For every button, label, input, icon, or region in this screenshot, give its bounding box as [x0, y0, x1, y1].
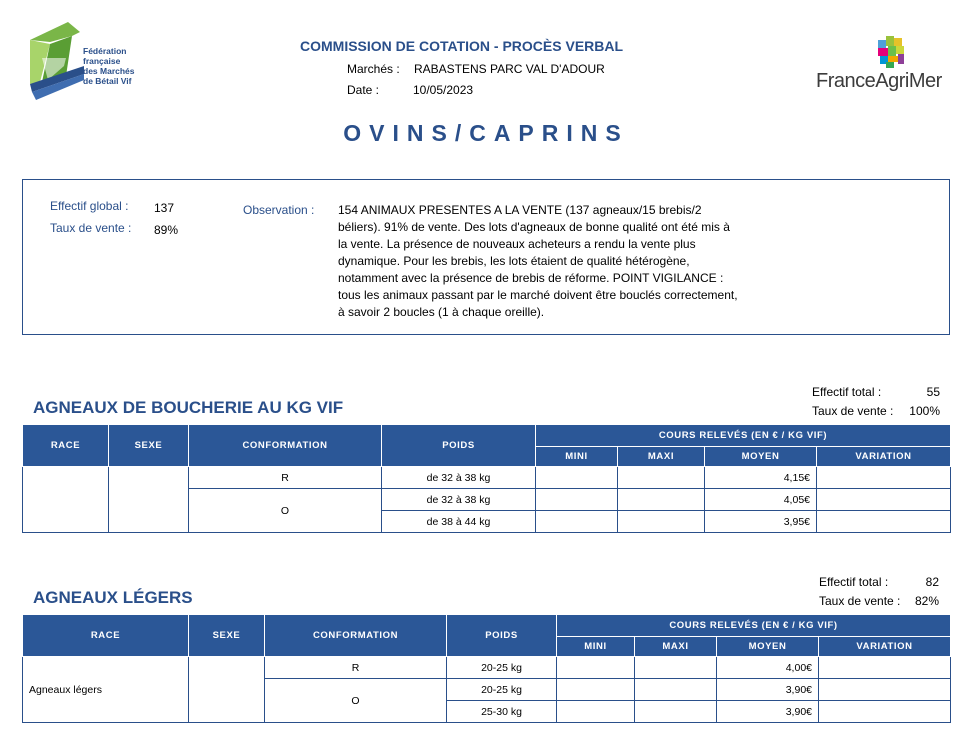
cell-variation — [817, 511, 951, 533]
section2-effectif-value: 82 — [925, 575, 939, 589]
section-title-agneaux-legers: AGNEAUX LÉGERS — [33, 588, 193, 607]
section2-taux-label: Taux de vente : — [819, 594, 901, 608]
section1-effectif-label: Effectif total : — [812, 385, 882, 399]
cell-maxi — [635, 701, 717, 723]
cell-sexe — [109, 467, 189, 533]
section2-taux-value: 82% — [914, 594, 939, 608]
taux-vente-label: Taux de vente : — [50, 221, 132, 235]
ffmb-logo — [28, 22, 158, 112]
taux-vente-value: 89% — [154, 223, 179, 237]
cell-moyen: 3,90€ — [717, 701, 819, 723]
date-row — [347, 83, 474, 97]
col-race: RACE — [23, 425, 109, 467]
col-race: RACE — [23, 615, 189, 657]
cell-poids: de 38 à 44 kg — [382, 511, 536, 533]
franceagrimer-emblem-icon — [876, 36, 916, 72]
col-cours-releves: COURS RELEVÉS (EN € / KG VIF) — [557, 615, 951, 637]
col-moyen: MOYEN — [717, 637, 819, 657]
col-moyen: MOYEN — [705, 447, 817, 467]
section1-effectif — [812, 385, 940, 399]
col-maxi: MAXI — [635, 637, 717, 657]
col-variation: VARIATION — [817, 447, 951, 467]
col-conformation: CONFORMATION — [265, 615, 447, 657]
col-poids: POIDS — [447, 615, 557, 657]
cell-poids: de 32 à 38 kg — [382, 467, 536, 489]
cell-moyen: 4,00€ — [717, 657, 819, 679]
cell-maxi — [635, 657, 717, 679]
col-variation: VARIATION — [819, 637, 951, 657]
date-label: Date : — [347, 83, 380, 97]
col-mini: MINI — [557, 637, 635, 657]
table-row — [23, 657, 951, 679]
section2-effectif — [819, 575, 939, 589]
section2-taux — [819, 594, 939, 608]
cell-moyen: 3,90€ — [717, 679, 819, 701]
col-maxi: MAXI — [618, 447, 705, 467]
table-agneaux-boucherie — [22, 424, 951, 533]
ffmb-logo-text: Fédération française des Marchés de Bétail Vif — [83, 46, 135, 86]
table-agneaux-legers — [22, 614, 951, 723]
franceagrimer-logo-text: FranceAgriMer — [816, 70, 942, 92]
date-value: 10/05/2023 — [413, 83, 474, 97]
col-sexe: SEXE — [109, 425, 189, 467]
franceagrimer-logo — [812, 36, 957, 96]
cell-conformation: O — [189, 489, 382, 533]
summary-box — [22, 179, 950, 335]
section1-taux-label: Taux de vente : — [812, 404, 894, 418]
cell-moyen: 4,15€ — [705, 467, 817, 489]
cell-mini — [557, 679, 635, 701]
cell-maxi — [618, 467, 705, 489]
cell-moyen: 4,05€ — [705, 489, 817, 511]
market-value: RABASTENS PARC VAL D'ADOUR — [414, 62, 605, 76]
effectif-global-label: Effectif global : — [50, 199, 129, 213]
cell-mini — [557, 701, 635, 723]
col-cours-releves: COURS RELEVÉS (EN € / KG VIF) — [536, 425, 951, 447]
cell-mini — [536, 511, 618, 533]
cell-poids: 20-25 kg — [447, 679, 557, 701]
cell-mini — [557, 657, 635, 679]
cell-conformation: R — [265, 657, 447, 679]
cell-conformation: O — [265, 679, 447, 723]
cell-poids: 20-25 kg — [447, 657, 557, 679]
col-conformation: CONFORMATION — [189, 425, 382, 467]
cell-conformation: R — [189, 467, 382, 489]
section1-taux — [812, 404, 940, 418]
cell-poids: de 32 à 38 kg — [382, 489, 536, 511]
cell-maxi — [618, 489, 705, 511]
col-poids: POIDS — [382, 425, 536, 467]
section-title-agneaux-boucherie: AGNEAUX DE BOUCHERIE AU KG VIF — [33, 398, 344, 417]
cell-variation — [817, 467, 951, 489]
table-row — [23, 467, 951, 489]
document-title: COMMISSION DE COTATION - PROCÈS VERBAL — [300, 38, 624, 54]
section2-effectif-label: Effectif total : — [819, 575, 889, 589]
cell-variation — [819, 657, 951, 679]
cell-sexe — [189, 657, 265, 723]
cell-variation — [819, 679, 951, 701]
cell-variation — [819, 701, 951, 723]
col-mini: MINI — [536, 447, 618, 467]
cell-race: Agneaux légers — [23, 657, 189, 723]
col-sexe: SEXE — [189, 615, 265, 657]
cell-race — [23, 467, 109, 533]
section1-taux-value: 100% — [909, 404, 940, 418]
cell-maxi — [618, 511, 705, 533]
cell-mini — [536, 489, 618, 511]
cell-mini — [536, 467, 618, 489]
effectif-global-value: 137 — [154, 201, 175, 215]
observation-label: Observation : — [243, 203, 315, 217]
cell-maxi — [635, 679, 717, 701]
market-row — [347, 62, 605, 76]
observation-text: 154 ANIMAUX PRESENTES A LA VENTE (137 agneaux/15 brebis/2 béliers). 91% de vente. Des lots d'agneaux de bonne qualité ont été mis à la vente. La présence de nouveaux acheteurs a rendu la vente plus dynamique. Pour les brebis, les lots étaient de qualité hétérogène, notamment avec la présence de brebis de réforme. POINT VIGILANCE : tous les animaux passant par le marché doivent être bouclés correctement, à savoir 2 boucles (1 à chaque oreille). — [338, 203, 738, 319]
section1-effectif-value: 55 — [926, 385, 940, 399]
cell-poids: 25-30 kg — [447, 701, 557, 723]
ffmb-emblem-icon — [28, 22, 88, 112]
species-title: OVINS/CAPRINS — [343, 120, 629, 146]
cell-variation — [817, 489, 951, 511]
market-label: Marchés : — [347, 62, 400, 76]
cell-moyen: 3,95€ — [705, 511, 817, 533]
